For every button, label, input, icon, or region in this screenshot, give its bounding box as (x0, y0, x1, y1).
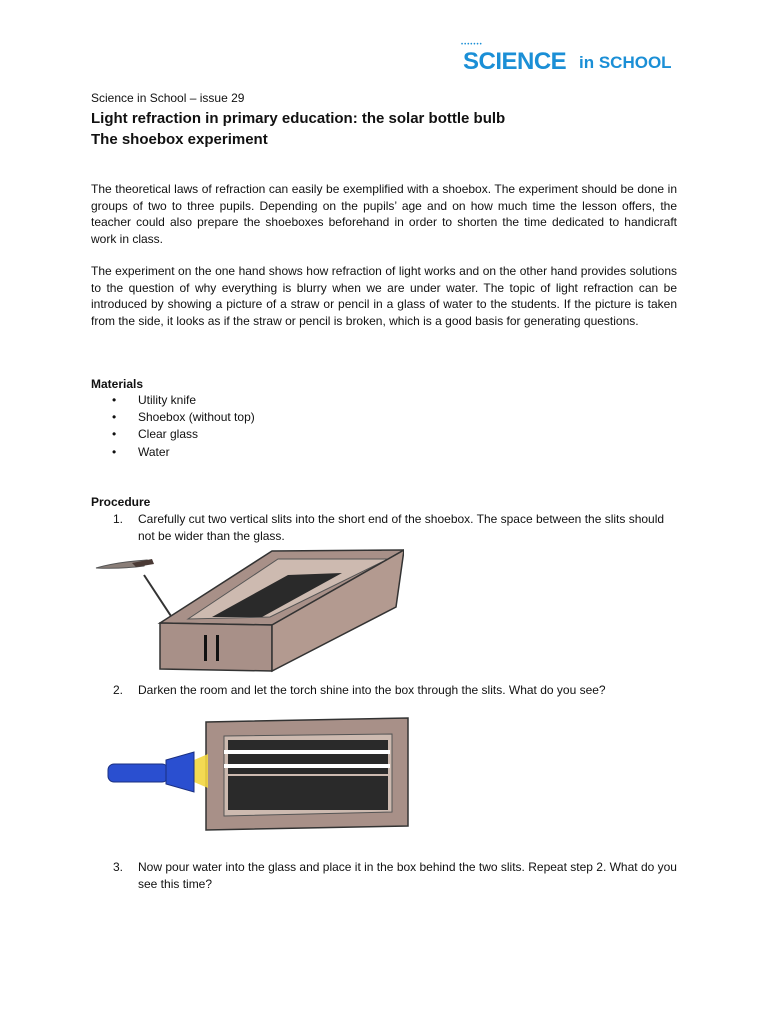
science-in-school-logo (455, 40, 685, 80)
list-item: • Shoebox (without top) (112, 410, 255, 427)
materials-list (112, 393, 255, 462)
torch-light-glow (194, 754, 208, 788)
step-text: Carefully cut two vertical slits into the short end of the shoebox. The space between the slits should not be wider than the glass. (138, 512, 665, 543)
list-item: • Water (112, 445, 255, 462)
shoebox-knife-illustration (92, 545, 404, 675)
intro-paragraph-2: The experiment on the one hand shows how refraction of light works and on the other hand provides solutions to the question of why everything is blurry when we are under water. The topic of light refraction can be introduced by showing a picture of a straw or pencil in a glass of water to the students. If the picture is taken from the side, it looks as if the straw or pencil is broken, which is a good basis for generating questions. (91, 264, 677, 328)
step-text: Now pour water into the glass and place it in the box behind the two slits. Repeat step 2. What do you see this time? (138, 860, 677, 891)
materials-heading: Materials (91, 377, 144, 391)
issue-label: Science in School – issue 29 (91, 91, 245, 105)
torch-body (108, 764, 168, 782)
list-item: • Utility knife (112, 393, 255, 410)
dark-band-top (228, 740, 388, 774)
list-item: • Clear glass (112, 427, 255, 444)
logo-science-text: SCIENCE (463, 48, 567, 75)
step-number: 3. (113, 860, 124, 874)
logo-in-school-text: in SCHOOL (579, 53, 672, 72)
article-subtitle: The shoebox experiment (91, 131, 268, 148)
slit-left (204, 635, 207, 661)
step-number: 2. (113, 683, 124, 697)
light-beam-1 (224, 750, 390, 754)
logo-dots: ••••••• (461, 42, 483, 48)
procedure-heading: Procedure (91, 495, 151, 509)
intro-paragraph-1: The theoretical laws of refraction can easily be exemplified with a shoebox. The experiment should be done in groups of two to three pupils. Depending on the pupils’ age and on how much time the lesson offers, the teacher could also prepare the shoeboxes beforehand in order to shorten the time dedicated to handicraft work in class. (91, 182, 677, 246)
step-text: Darken the room and let the torch shine into the box through the slits. What do you see? (138, 683, 606, 697)
article-title: Light refraction in primary education: the solar bottle bulb (91, 110, 506, 127)
torch-head (166, 752, 194, 792)
light-beam-2 (224, 764, 390, 768)
shoebox-torch-illustration (100, 712, 412, 840)
dark-band-bottom (228, 776, 388, 810)
slit-right (216, 635, 219, 661)
step-number: 1. (113, 512, 124, 526)
